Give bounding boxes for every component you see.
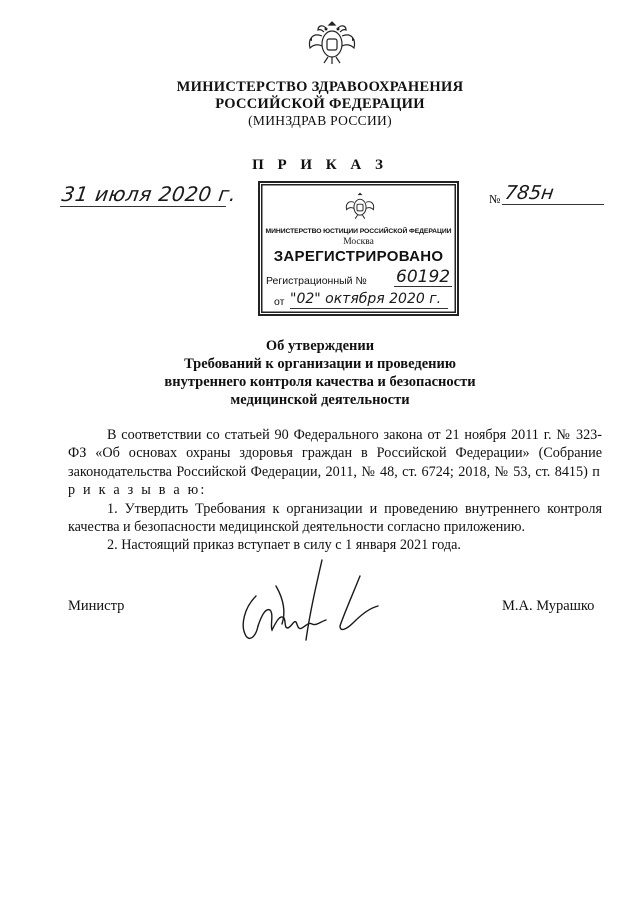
order-date: 31 июля 2020 г. (60, 182, 239, 206)
number-underline (502, 204, 604, 205)
signer-title: Министр (68, 598, 125, 614)
stamp-from-date: "02" октября 2020 г. (290, 291, 442, 307)
from-date-underline (290, 308, 448, 309)
stamp-reg-number: 60192 (396, 267, 451, 287)
stamp-org: МИНИСТЕРСТВО ЮСТИЦИИ РОССИЙСКОЙ ФЕДЕРАЦИИ (265, 228, 452, 235)
ministry-abbrev: (МИНЗДРАВ РОССИИ) (248, 113, 392, 128)
order-word: п р и к а з ы в а ю: (68, 463, 603, 499)
item-2: 2. Настоящий приказ вступает в силу с 1 января 2021 года. (107, 537, 461, 554)
order-body (68, 426, 602, 555)
date-underline (60, 206, 226, 207)
handwritten-signature (236, 556, 386, 652)
heading-line2: Требований к организации и проведению (184, 356, 456, 372)
reg-number-underline (394, 286, 452, 287)
preamble-paragraph (68, 426, 602, 500)
ministry-name-line2: РОССИЙСКОЙ ФЕДЕРАЦИИ (215, 96, 425, 112)
order-number-label: № (489, 192, 501, 206)
heading-line3: внутреннего контроля качества и безопасности (164, 374, 476, 390)
signer-name: М.А. Мурашко (502, 598, 595, 614)
state-emblem-icon (304, 14, 360, 70)
item-1: 1. Утвердить Требования к организации и проведению внутреннего контроля качества и безопасности медицинской деятельности согласно приложению. (68, 500, 602, 536)
ministry-name-line1: МИНИСТЕРСТВО ЗДРАВООХРАНЕНИЯ (176, 79, 464, 95)
registration-stamp (258, 181, 459, 316)
preamble-text: В соответствии со статьей 90 Федерального закона от 21 ноября 2011 г. № 323-ФЗ «Об основах охраны здоровья граждан в Российской Федерации» (Собрание законодательства Российской Федерации, 2011, № 48, ст. 6724; 2018, № 53, ст. 8415) (68, 427, 602, 480)
heading-line4: медицинской деятельности (230, 392, 410, 408)
stamp-status: ЗАРЕГИСТРИРОВАНО (273, 248, 444, 265)
order-number: 785н (503, 182, 556, 204)
stamp-from-label: от (274, 296, 285, 308)
stamp-city: Москва (343, 237, 374, 247)
stamp-emblem-icon (343, 189, 377, 223)
order-title: П Р И К А З (252, 157, 388, 173)
heading-line1: Об утверждении (265, 338, 375, 354)
stamp-reg-label: Регистрационный № (266, 275, 367, 287)
